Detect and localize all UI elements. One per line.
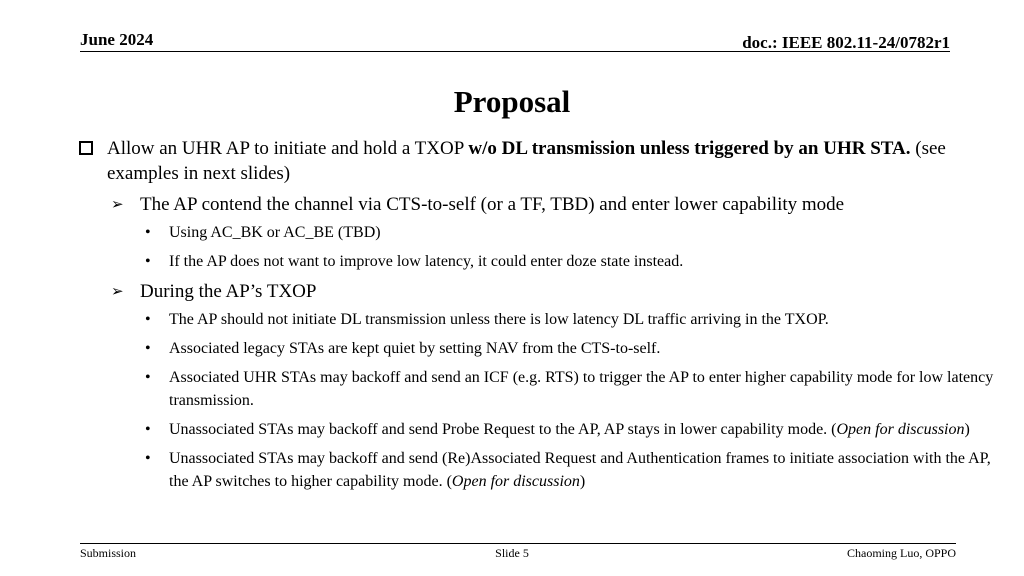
dot-bullet-icon: • (145, 311, 151, 328)
list-item-close: ) (964, 421, 970, 438)
arrowhead-bullet-icon: ➢ (111, 195, 124, 213)
sub-bullet-1 (78, 192, 1003, 217)
list-item-italic: Open for discussion (836, 421, 965, 438)
list-item (78, 308, 1003, 331)
dot-bullet-icon: • (145, 421, 151, 438)
slide-body (78, 136, 1003, 499)
list-item-text: Associated legacy STAs are kept quiet by setting NAV from the CTS-to-self. (169, 340, 661, 357)
arrowhead-bullet-icon: ➢ (111, 282, 124, 300)
list-item-text: Using AC_BK or AC_BE (TBD) (169, 224, 381, 241)
list-item-text: If the AP does not want to improve low latency, it could enter doze state instead. (169, 253, 684, 270)
sub-bullet-2-text: During the AP’s TXOP (140, 281, 317, 302)
list-item (78, 418, 1003, 441)
list-item-close: ) (579, 473, 586, 490)
list-item-text: Unassociated STAs may backoff and send (Re)Associated Request and Authentication frames to initiate association with the AP, the AP switches to higher capability mode. ( (169, 450, 991, 490)
slide-title: Proposal (453, 84, 571, 119)
header-doc-id: doc.: IEEE 802.11-24/0782r1 (742, 33, 950, 52)
dot-bullet-icon: • (145, 369, 151, 386)
bullet-1-text: Allow an UHR AP to initiate and hold a TXOP (107, 138, 469, 159)
list-item-italic: Open for discussion (451, 473, 580, 490)
sub-bullet-2 (78, 279, 1003, 304)
header-divider (80, 51, 950, 52)
sub-bullet-1-text: The AP contend the channel via CTS-to-self (or a TF, TBD) and enter lower capability mode (140, 194, 845, 215)
footer-submission: Submission (80, 546, 137, 560)
list-item-text: The AP should not initiate DL transmission unless there is low latency DL traffic arriving in the TXOP. (169, 311, 829, 328)
list-item (78, 250, 1003, 273)
bullet-1-bold: w/o DL transmission unless triggered by an UHR STA. (468, 138, 911, 159)
footer-divider (80, 543, 956, 544)
dot-bullet-icon: • (145, 224, 151, 241)
list-item (78, 447, 1003, 493)
footer-author: Chaoming Luo, OPPO (846, 546, 956, 560)
list-item (78, 366, 1003, 412)
dot-bullet-icon: • (145, 340, 151, 357)
square-bullet-icon (79, 141, 93, 155)
footer-slide-number: Slide 5 (495, 546, 529, 560)
dot-bullet-icon: • (145, 253, 151, 270)
list-item-text: Associated UHR STAs may backoff and send an ICF (e.g. RTS) to trigger the AP to enter higher capability mode for low latency transmission. (169, 369, 994, 409)
header-date: June 2024 (80, 30, 154, 49)
list-item (78, 337, 1003, 360)
bullet-1-tail: (see examples in next slides) (107, 138, 946, 184)
list-item-text: Unassociated STAs may backoff and send Probe Request to the AP, AP stays in lower capability mode. ( (169, 421, 837, 438)
bullet-1 (78, 136, 1003, 186)
dot-bullet-icon: • (145, 450, 151, 467)
list-item (78, 221, 1003, 244)
